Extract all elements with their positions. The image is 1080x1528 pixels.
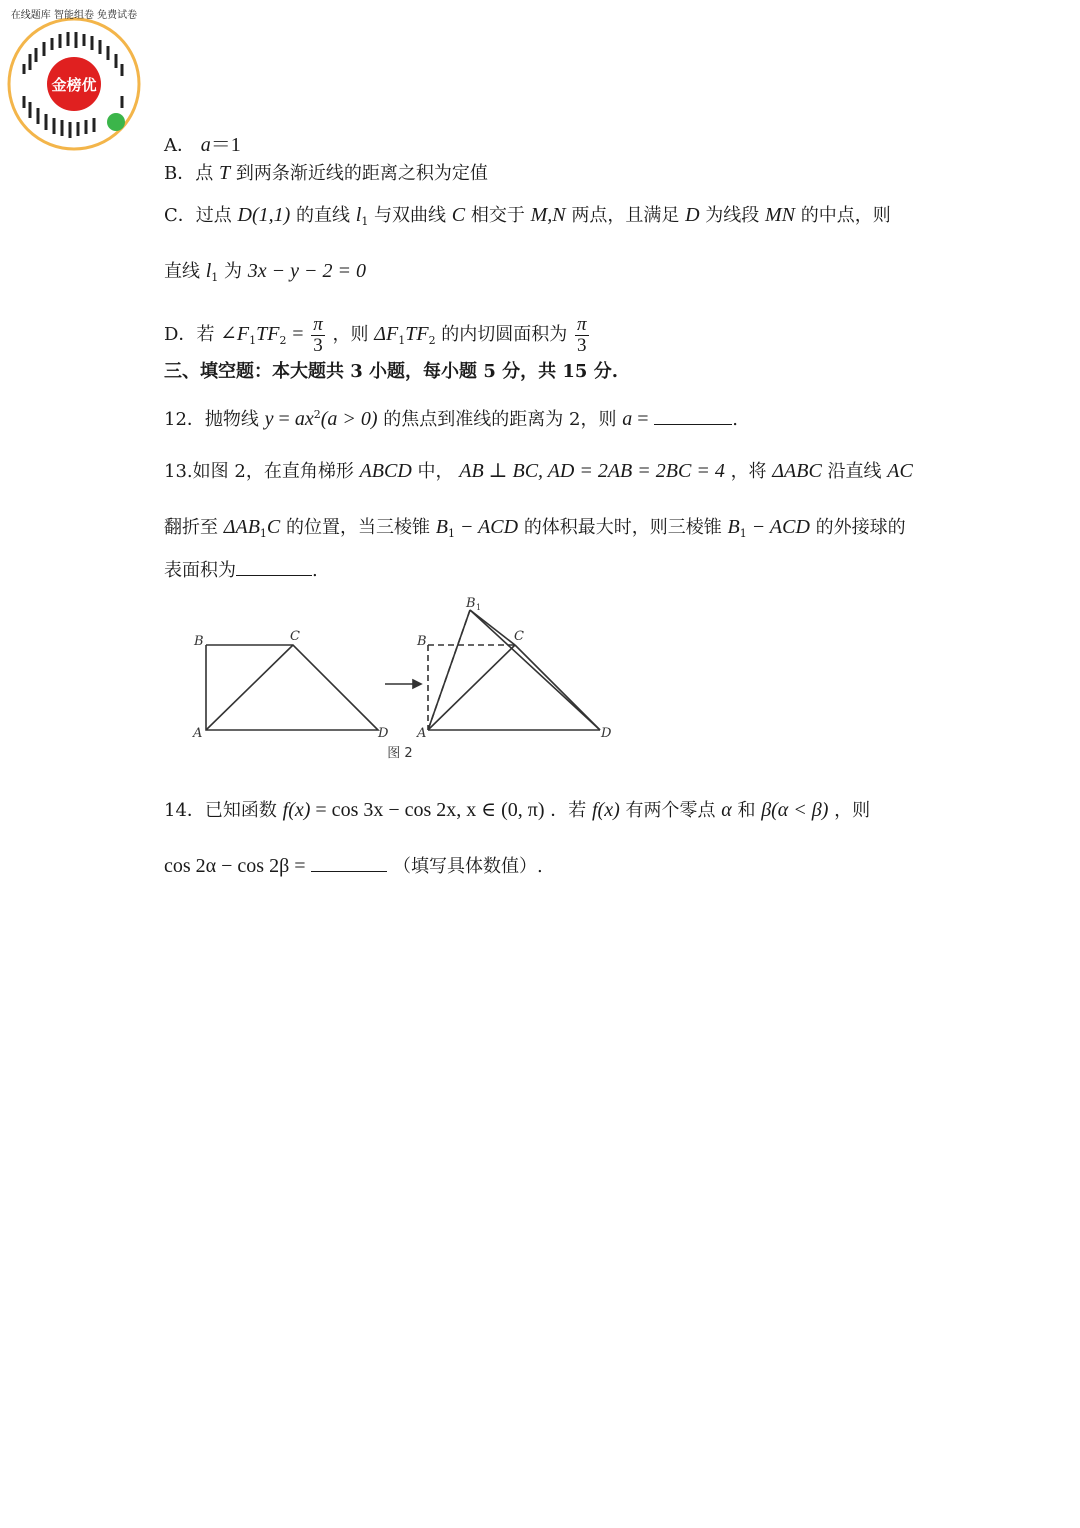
fraction-pi-over-3-area: $\frac{\pi}{3}$ [577, 313, 587, 356]
option-c-continued: 直线 $l_1$ 为 3x − y − 2 = 0 [164, 260, 367, 284]
question-12: 12．抛物线 $y = ax^2(a > 0)$ 的焦点到准线的距离为 2，则 a = . [164, 408, 738, 430]
section-heading-fill-in: 三、填空题：本大题共 3 小题，每小题 5 分，共 15 分. [164, 361, 618, 382]
question-13-end: 表面积为 . [164, 560, 318, 581]
question-13: 13.如图 2，在直角梯形 ABCD 中， AB ⊥ BC, AD = 2AB = 2BC = 4 ，将 ΔABC 沿直线 AC [164, 460, 913, 482]
answer-blank-12[interactable] [654, 424, 732, 425]
logo-ring-text: 在线题库 智能组卷 免费试卷 [10, 10, 138, 21]
fig-label-D-right: D [601, 726, 612, 741]
fig-label-B1: B [466, 596, 476, 611]
option-b: B．点 T 到两条渐近线的距离之积为定值 [164, 162, 488, 184]
question-13-continued: 翻折至 $\Delta AB_1C$ 的位置，当三棱锥 $B_1$ − ACD 的体积最大时，则三棱锥 $B_1$ − ACD 的外接球的 [164, 516, 906, 540]
fig-label-A: A [193, 726, 203, 741]
option-a: A． a＝1 [164, 134, 241, 156]
brand-logo-badge [4, 4, 144, 154]
answer-blank-14[interactable] [311, 871, 387, 872]
fig-label-C: C [290, 629, 300, 644]
option-c: C．过点 D(1,1) 的直线 $l_1$ 与双曲线 C 相交于 M,N 两点，且满足 D 为线段 MN 的中点，则 [164, 204, 891, 228]
fig-label-B-right: B [417, 634, 427, 649]
answer-blank-13[interactable] [236, 575, 312, 576]
logo-center-text: 金榜优 [51, 76, 97, 94]
fig-label-B1-sub: 1 [476, 603, 482, 612]
question-14-continued: cos 2α − cos 2β = （填写具体数值）. [164, 855, 543, 877]
fig-label-B: B [194, 634, 204, 649]
figure-2-trapezoid-fold [185, 590, 615, 765]
option-d: D．若 $\angle F_1TF_2$ = $\frac{\pi}{3}$ ，则 $\Delta F_1TF_2$ 的内切圆面积为 $\frac{\pi}{3}$ [164, 313, 587, 356]
fig-label-D: D [378, 726, 389, 741]
question-14: 14．已知函数 f(x) = cos 3x − cos 2x, x ∈ (0, π) ．若 f(x) 有两个零点 α 和 β(α < β) ，则 [164, 799, 871, 821]
fig-label-A-right: A [417, 726, 427, 741]
fraction-pi-over-3: $\frac{\pi}{3}$ [313, 313, 323, 356]
fig-label-C-right: C [514, 629, 524, 644]
figure-caption: 图 2 [387, 746, 413, 761]
